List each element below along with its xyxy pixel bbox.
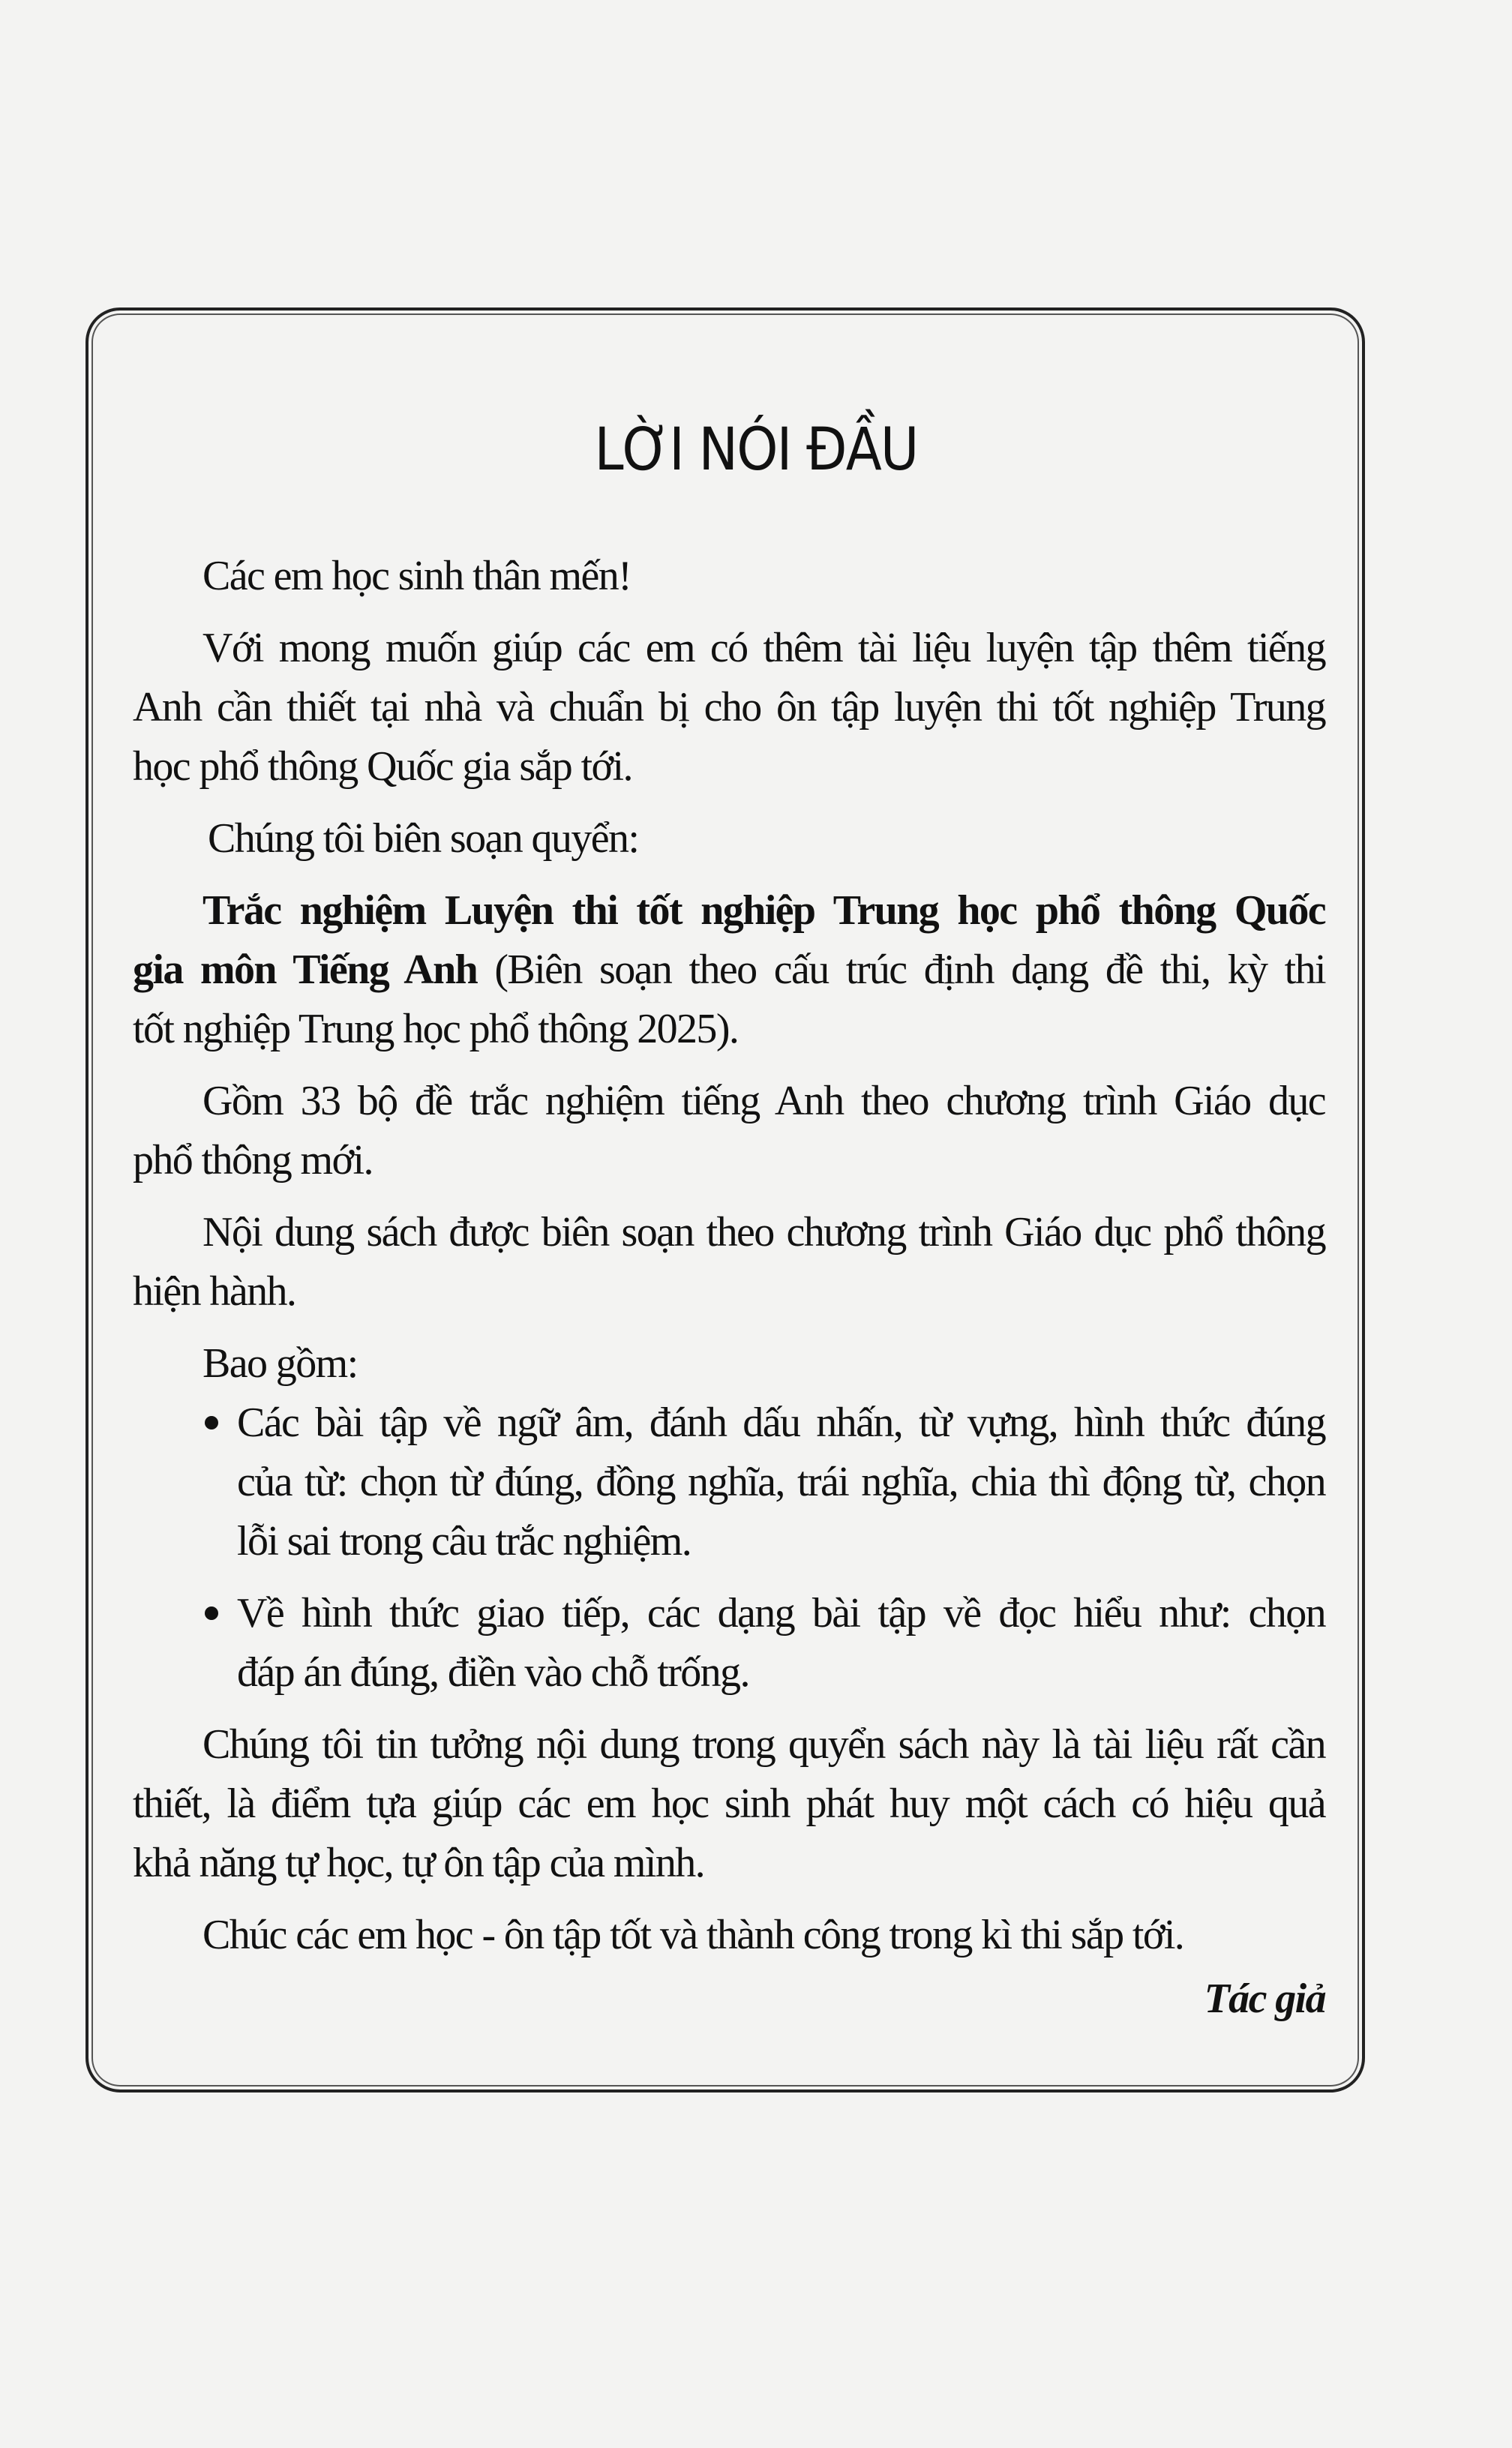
text-line: Nội dung sách được biên soạn theo chương trình Giáo dục phổ thông [202, 1209, 1325, 1256]
belief-paragraph [133, 1715, 1325, 1893]
text-line: của từ: chọn từ đúng, đồng nghĩa, trái nghĩa, chia thì động từ, chọn [237, 1459, 1325, 1505]
bullet-item [133, 1394, 1325, 1571]
contents-paragraph [133, 1072, 1325, 1190]
page-title: LỜI NÓI ĐẦU [594, 416, 918, 484]
text-line: hiện hành. [133, 1268, 296, 1315]
curriculum-paragraph [133, 1203, 1325, 1322]
bullet-item [133, 1584, 1325, 1702]
text-line: phổ thông mới. [133, 1137, 373, 1184]
intro-paragraph [133, 619, 1325, 796]
text-line: Về hình thức giao tiếp, các dạng bài tập về đọc hiểu như: chọn [237, 1590, 1325, 1636]
preface-body [133, 547, 1325, 2029]
author-signature: Tác giả [1204, 1976, 1325, 2022]
text-line: thiết, là điểm tựa giúp các em học sinh phát huy một cách có hiệu quả [133, 1780, 1325, 1827]
book-note: (Biên soạn theo cấu trúc định dạng đề thi, kỳ thi [477, 946, 1325, 993]
text-line: Gồm 33 bộ đề trắc nghiệm tiếng Anh theo chương trình Giáo dục [202, 1078, 1325, 1124]
book-note-cont: tốt nghiệp Trung học phổ thông 2025). [133, 1006, 739, 1052]
compiled-text: Chúng tôi biên soạn quyển: [208, 815, 639, 862]
text-line: Các bài tập về ngữ âm, đánh dấu nhấn, từ vựng, hình thức đúng [237, 1400, 1325, 1446]
text-line: Với mong muốn giúp các em có thêm tài liệu luyện tập thêm tiếng [202, 625, 1325, 671]
includes-label: Bao gồm: [202, 1340, 358, 1387]
text-line: khả năng tự học, tự ôn tập của mình. [133, 1840, 705, 1886]
bullet-icon [205, 1416, 218, 1430]
book-title: Trắc nghiệm Luyện thi tốt nghiệp Trung học phổ thông Quốc [202, 887, 1325, 934]
text-line: lỗi sai trong câu trắc nghiệm. [237, 1518, 692, 1564]
closing-wish: Chúc các em học - ôn tập tốt và thành công trong kì thi sắp tới. [202, 1912, 1184, 1958]
book-title-cont: gia môn Tiếng Anh [133, 946, 478, 993]
greeting: Các em học sinh thân mến! [202, 553, 632, 599]
bullet-icon [205, 1606, 218, 1620]
text-line: học phổ thông Quốc gia sắp tới. [133, 743, 632, 790]
text-line: đáp án đúng, điền vào chỗ trống. [237, 1649, 749, 1696]
book-title-paragraph [133, 881, 1325, 1059]
text-line: Anh cần thiết tại nhà và chuẩn bị cho ôn tập luyện thi tốt nghiệp Trung [133, 684, 1325, 730]
text-line: Chúng tôi tin tưởng nội dung trong quyển sách này là tài liệu rất cần [202, 1721, 1325, 1768]
